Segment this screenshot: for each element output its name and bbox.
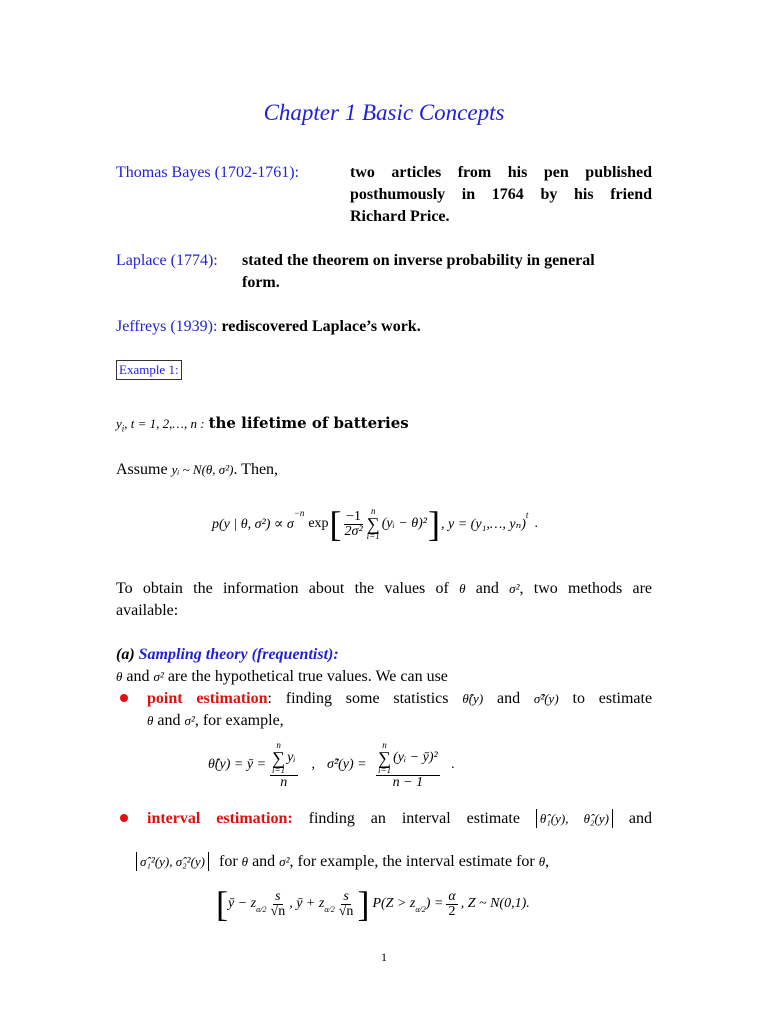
chapter-title: Chapter 1 Basic Concepts bbox=[263, 100, 505, 125]
sigma-interval: σ̂₁²(y), σ̂₂²(y) bbox=[136, 852, 209, 871]
hypothetical-line: θ and σ² are the hypothetical true values. We can use bbox=[116, 668, 448, 685]
interval-line-1: interval estimation: finding an interval estimate θ̂₁(y), θ̂₂(y) and bbox=[147, 810, 653, 827]
assume-row bbox=[116, 459, 278, 481]
example-label: Example 1: bbox=[116, 360, 182, 380]
laplace-name: Laplace (1774): bbox=[116, 252, 218, 269]
point-label: point estimation bbox=[147, 690, 268, 707]
assume-math: yᵢ ~ N(θ, σ²) bbox=[171, 462, 234, 477]
lifetime-math: $y_i$, t = 1, 2,…, n : bbox=[116, 416, 205, 434]
bayes-line-3: Richard Price. bbox=[350, 208, 450, 225]
bullet-point-estimation bbox=[120, 694, 128, 702]
point-line-1: point estimation: finding some statistics θ̂(y) and σ̂²(y) to estimate bbox=[147, 690, 653, 707]
sampling-heading bbox=[116, 644, 339, 666]
mean-fraction: n ∑ i=1 yᵢ n bbox=[272, 739, 296, 790]
interval-label: interval estimation: bbox=[147, 810, 293, 827]
laplace-line-2: form. bbox=[242, 274, 280, 291]
jeffreys-name: Jeffreys (1939): bbox=[116, 318, 218, 335]
sampling-label-a: (a) bbox=[116, 646, 135, 663]
lifetime-text: the lifetime of batteries bbox=[208, 414, 409, 432]
theta-interval: θ̂₁(y), θ̂₂(y) bbox=[536, 809, 613, 828]
assume-post: . Then, bbox=[233, 461, 279, 478]
lifetime-row bbox=[116, 414, 409, 434]
bayes-name: Thomas Bayes (1702-1761): bbox=[116, 164, 300, 181]
jeffreys-row bbox=[116, 316, 421, 338]
point-line-2: θ and σ², for example, bbox=[147, 712, 284, 729]
page-number: 1 bbox=[381, 950, 387, 964]
likelihood-formula: p(y | θ, σ²) ∝ σ $^{-n}$ exp [ $\frac{-1}{\text{2σ²}}$ n ∑ i=1 (yᵢ − θ)² ] , y = (y₁,…, yₙ) $^t$ . bbox=[212, 504, 538, 544]
assume-pre: Assume bbox=[116, 461, 168, 478]
variance-fraction: n ∑ i=1 (yᵢ − ȳ)² n − 1 bbox=[378, 739, 438, 790]
sampling-label-text: Sampling theory (frequentist): bbox=[138, 646, 339, 663]
jeffreys-text: rediscovered Laplace’s work. bbox=[221, 318, 421, 335]
obtain-line-2: available: bbox=[116, 602, 179, 619]
laplace-line-1: stated the theorem on inverse probability in general bbox=[242, 252, 595, 269]
likelihood-fraction: $\frac{-1}{\text{2σ²}}$ bbox=[344, 508, 363, 539]
obtain-line-1: To obtain the information about the values of θ and σ², two methods are bbox=[116, 580, 653, 597]
interval-line-2: σ̂₁²(y), σ̂₂²(y) for θ and σ², for example, the interval estimate for θ, bbox=[136, 851, 549, 873]
bayes-line-2: posthumously in 1764 by his friend bbox=[350, 186, 652, 203]
point-formulas: θ̂(y) = ȳ = n ∑ i=1 yᵢ n , σ̂²(y) = n ∑ i=1 (yᵢ − ȳ)² n − 1 . bbox=[208, 739, 455, 790]
bayes-line-1: two articles from his pen published bbox=[350, 164, 652, 181]
likelihood-sum: n ∑ i=1 bbox=[366, 506, 380, 541]
interval-formula: [ ȳ − z $_{\alpha/2}$ $\frac{s}{√n}$ , ȳ + z $_{\alpha/2}$ $\frac{s}{√n}$ ] P(Z > z $_{\alpha/2}$ ) = $\frac{\alpha}{2}$ , Z ~ N(0,1). bbox=[216, 884, 530, 924]
bullet-interval-estimation bbox=[120, 814, 128, 822]
